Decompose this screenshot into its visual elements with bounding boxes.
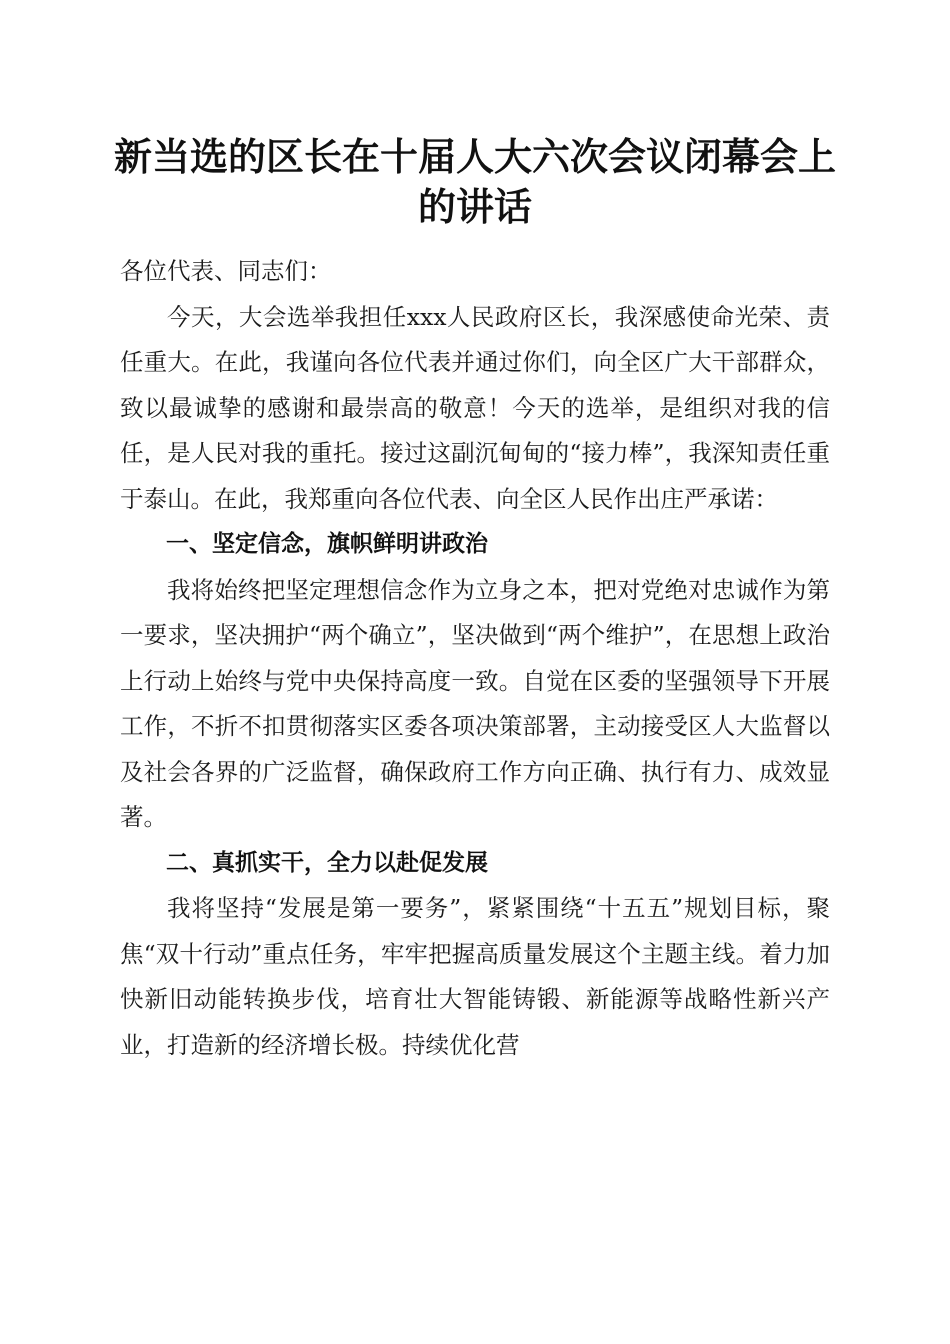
document-title: 新当选的区长在十届人大六次会议闭幕会上的讲话 — [113, 134, 836, 229]
section-paragraph-1: 我将始终把坚定理想信念作为立身之本，把对党绝对忠诚作为第一要求，坚决拥护“两个确立”，坚决做到“两个维护”，在思想上政治上行动上始终与党中央保持高度一致。自觉在区委的坚强领导下开展工作，不折不扣贯彻落实区委各项决策部署，主动接受区人大监督以及社会各界的广泛监督，确保政府工作方向正确、执行有力、成效显著。 — [120, 575, 830, 831]
section-heading-2: 二、真抓实干，全力以赴促发展 — [166, 849, 488, 876]
salutation: 各位代表、同志们： — [120, 257, 332, 285]
section-paragraph-2: 我将坚持“发展是第一要务”，紧紧围绕“十五五”规划目标，聚焦“双十行动”重点任务，牢牢把握高质量发展这个主题主线。着力加快新旧动能转换步伐，培育壮大智能铸锻、新能源等战略性新兴产业，打造新的经济增长极。持续优化营 — [120, 894, 830, 1059]
intro-paragraph: 今天，大会选举我担任xxx人民政府区长，我深感使命光荣、责任重大。在此，我谨向各位代表并通过你们，向全区广大干部群众，致以最诚挚的感谢和最崇高的敬意！今天的选举，是组织对我的信任，是人民对我的重托。接过这副沉甸甸的“接力棒”，我深知责任重于泰山。在此，我郑重向各位代表、向全区人民作出庄严承诺： — [120, 302, 830, 513]
document-body — [120, 249, 830, 1068]
section-heading-1: 一、坚定信念，旗帜鲜明讲政治 — [166, 531, 488, 557]
